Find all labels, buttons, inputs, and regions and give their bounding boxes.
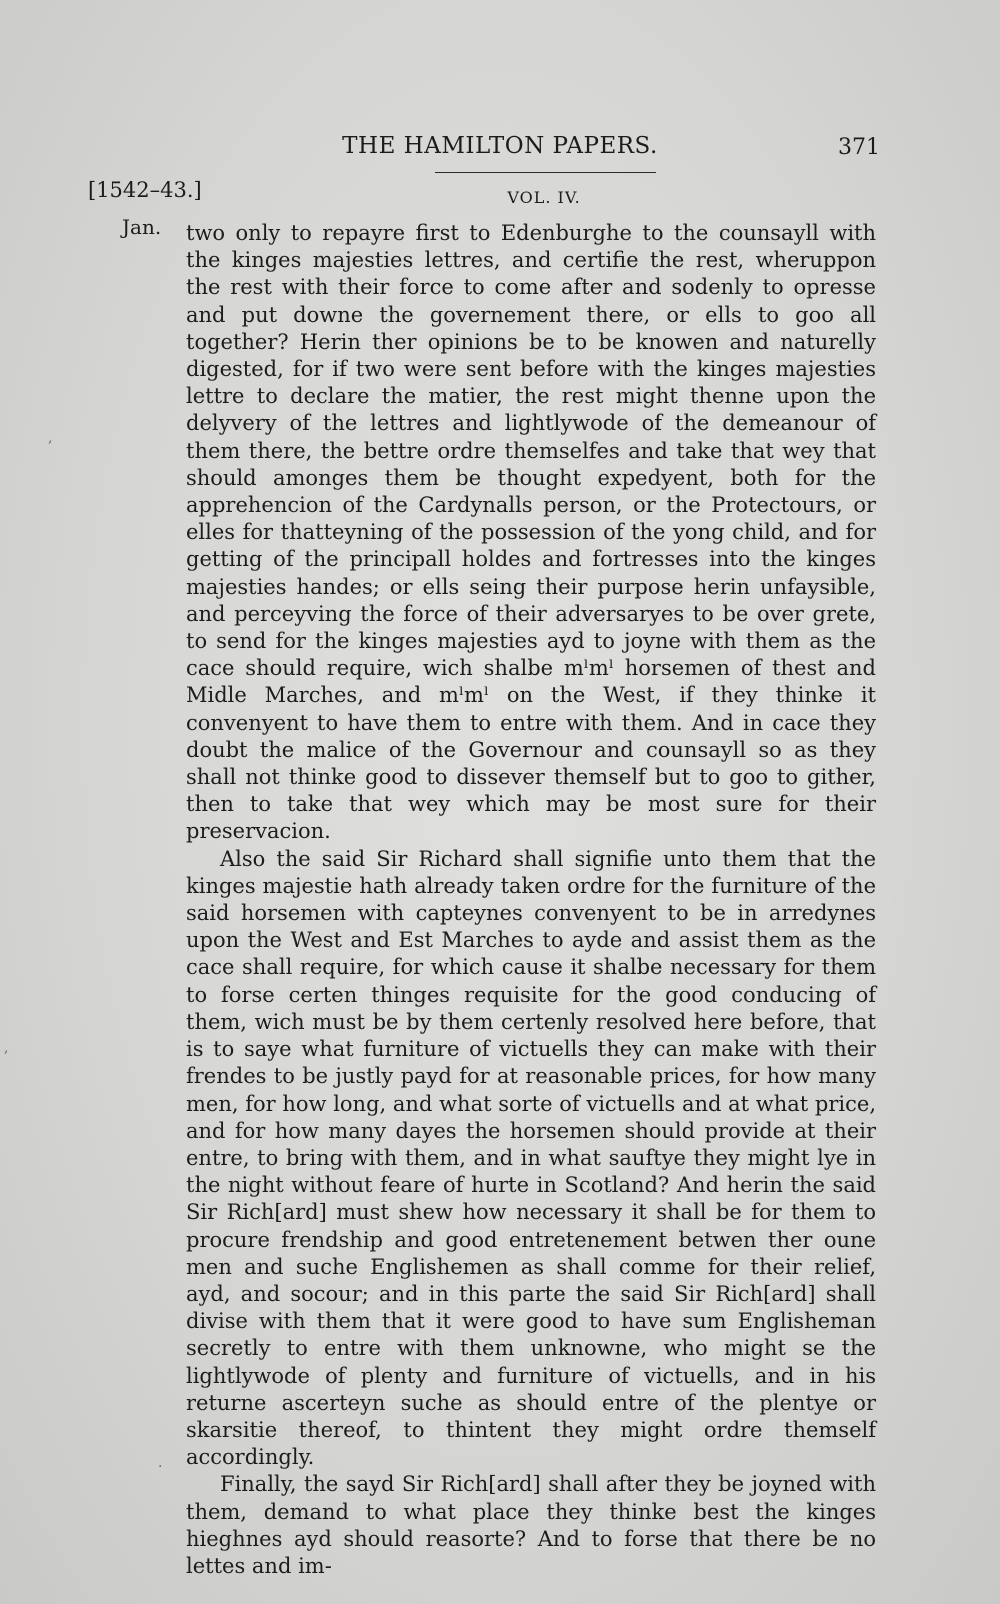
running-title: THE HAMILTON PAPERS. <box>342 133 658 159</box>
paragraph-continuation: two only to repayre first to Edenburghe to the counsayll with the kinges majesties lettres, and certifie the rest, wheruppon the rest with their force to come after and sodenly to opresse and put downe the governement there, or ells to goo all together? Herin ther opinions be to be knowen and naturelly digested, for if two were sent before with the kinges majesties lettre to declare the matier, the rest might thenne upon the delyvery of the lettres and lightlywode of the demeanour of them there, the bettre ordre themselfes and take that wey that should amonges them be thought expedyent, both for the apprehencion of the Cardynalls person, or the Protectours, or elles for thatteyning of the possession of the yong child, and for getting of the principall holdes and fortresses into the kinges majesties handes; or ells seing their purpose herin unfaysible, and perceyving the force of their adversaryes to be over grete, to send for the kinges majesties ayd to joyne with them as the cace should require, wich shalbe mˡmˡ horsemen of thest and Midle Marches, and mˡmˡ on the West, if they thinke it convenyent to have them to entre with them. And in cace they doubt the malice of the Governour and counsayll so as they shall not thinke good to dissever themself but to goo to gither, then to take that wey which may be most sure for their preservacion. <box>186 221 876 844</box>
margin-speck: . <box>158 1455 163 1471</box>
margin-speck: , <box>4 1040 9 1056</box>
paragraph-furniture: Also the said Sir Richard shall signifie unto them that the kinges majestie hath already taken ordre for the furniture of the said horsemen with capteynes convenyent to be in arredynes upon the West and Est Marches to ayde and assist them as the cace shall require, for which cause it shalbe necessary for them to forse certen thinges requisite for the good conducing of them, wich must be by them certenly resolved here before, that is to saye what furniture of victuells they can make with their frendes to be justly payd for at reasonable prices, for how many men, for how long, and what sorte of victuells and at what price, and for how many dayes the horsemen should provide at their entre, to bring with them, and in what sauftye they might lye in the night without feare of hurte in Scotland? And herin the said Sir Rich[ard] must shew how necessary it shall be for them to procure frendship and good entretenement betwen ther oune men and suche Englishemen as shall comme for their relief, ayd, and socour; and in this parte the said Sir Rich[ard] shall divise with them that it were good to have sum Englisheman secretly to entre with them unknowne, who might se the lightlywode of plenty and furniture of victuells, and in his returne ascerteyn suche as should entre of the plentye or skarsitie thereof, to thintent they might ordre themself accordingly. <box>186 846 876 1470</box>
body-text <box>186 220 876 1580</box>
page-number: 371 <box>838 135 880 160</box>
paragraph-finally: Finally, the sayd Sir Rich[ard] shall after they be joyned with them, demand to what place they thinke best the kinges hieghnes ayd should reasorte? And to forse that there be no lettes and im- <box>186 1472 876 1578</box>
margin-month: Jan. <box>122 215 162 239</box>
title-rule <box>435 172 656 173</box>
date-range: [1542–43.] <box>88 178 202 202</box>
volume-label: VOL. IV. <box>507 188 581 207</box>
margin-speck: , <box>48 430 53 446</box>
